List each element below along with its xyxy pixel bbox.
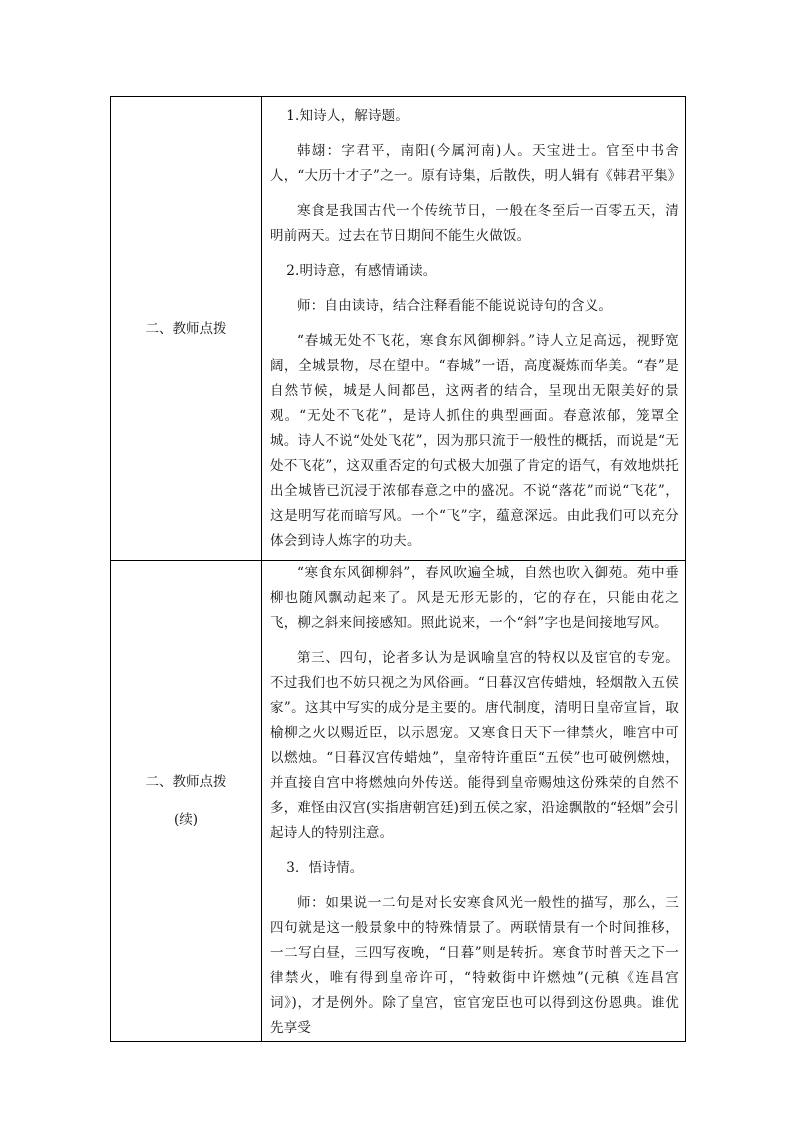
table-row [111,561,686,1042]
analysis-paragraph: 第三、四句，论者多认为是讽喻皇宫的特权以及宦官的专宠。不过我们也不妨只视之为风俗画。“日暮汉宫传蜡烛，轻烟散入五侯家”。这其中写实的成分是主要的。唐代制度，清明日皇帝宣旨，取榆柳之火以赐近臣，以示恩宠。又寒食日天下一律禁火，唯宫中可以燃烛。“日暮汉宫传蜡烛”，皇帝特许重臣“五侯”也可破例燃烛，并直接自宫中将燃烛向外传送。能得到皇帝赐烛这份殊荣的自然不多，难怪由汉宫(实指唐朝宫廷)到五侯之家，沿途飘散的“轻烟”会引起诗人的特别注意。 [270,650,679,841]
section-content-cell [262,561,686,1042]
step-heading: 2.明诗意，有感情诵读。 [286,263,437,279]
section-label-cell [111,561,262,1042]
step-heading: 3．悟诗情。 [286,860,364,876]
analysis-paragraph: “春城无处不飞花，寒食东风御柳斜。”诗人立足高远，视野宽阔，全城景物，尽在望中。“春城”一语，高度凝炼而华美。“春”是自然节候，城是人间都邑，这两者的结合，呈现出无限美好的景观。“无处不飞花”，是诗人抓住的典型画面。春意浓郁，笼罩全城。诗人不说“处处飞花”，因为那只流于一般性的概括，而说是“无处不飞花”，这双重否定的句式极大加强了肯定的语气，有效地烘托出全城皆已沉浸于浓郁春意之中的盛况。不说“落花”而说“飞花”，这是明写花而暗写风。一个“飞”字，蕴意深远。由此我们可以充分体会到诗人炼字的功夫。 [270,333,679,549]
step-heading: 1.知诗人，解诗题。 [286,108,410,124]
section-label: 二、教师点拨 [145,774,227,790]
continued-label: (续) [173,812,199,828]
teacher-explanation-paragraph: 师：如果说一二句是对长安寒食风光一般性的描写，那么，三四句就是这一般景象中的特殊情景了。两联情景有一个时间推移，一二写白昼，三四写夜晚，“日暮”则是转折。寒食节时普天之下一律禁火，唯有得到皇帝许可，“特敕街中许燃烛”(元稹《连昌宫词》)，才是例外。除了皇宫，宦官宠臣也可以得到这份恩典。谁优先享受 [270,895,679,1036]
section-label-cell [111,97,262,561]
lesson-plan-table [110,96,686,1042]
table-row [111,97,686,561]
poet-intro-paragraph: 韩翃：字君平，南阳(今属河南)人。天宝进士。官至中书舍人，“大历十才子”之一。原有诗集，后散佚，明人辑有《韩君平集》 [270,143,682,184]
analysis-paragraph: “寒食东风御柳斜”，春风吹遍全城，自然也吹入御苑。苑中垂柳也随风飘动起来了。风是无形无影的，它的存在，只能由花之飞，柳之斜来间接感知。照此说来，一个“斜”字也是间接地写风。 [270,565,679,631]
section-label: 二、教师点拨 [145,320,227,337]
teacher-prompt-paragraph: 师：自由读诗，结合注释看能不能说说诗句的含义。 [297,298,613,314]
section-content-cell [262,97,686,561]
cold-food-festival-paragraph: 寒食是我国古代一个传统节日，一般在冬至后一百零五天，清明前两天。过去在节日期间不能生火做饭。 [270,203,679,244]
